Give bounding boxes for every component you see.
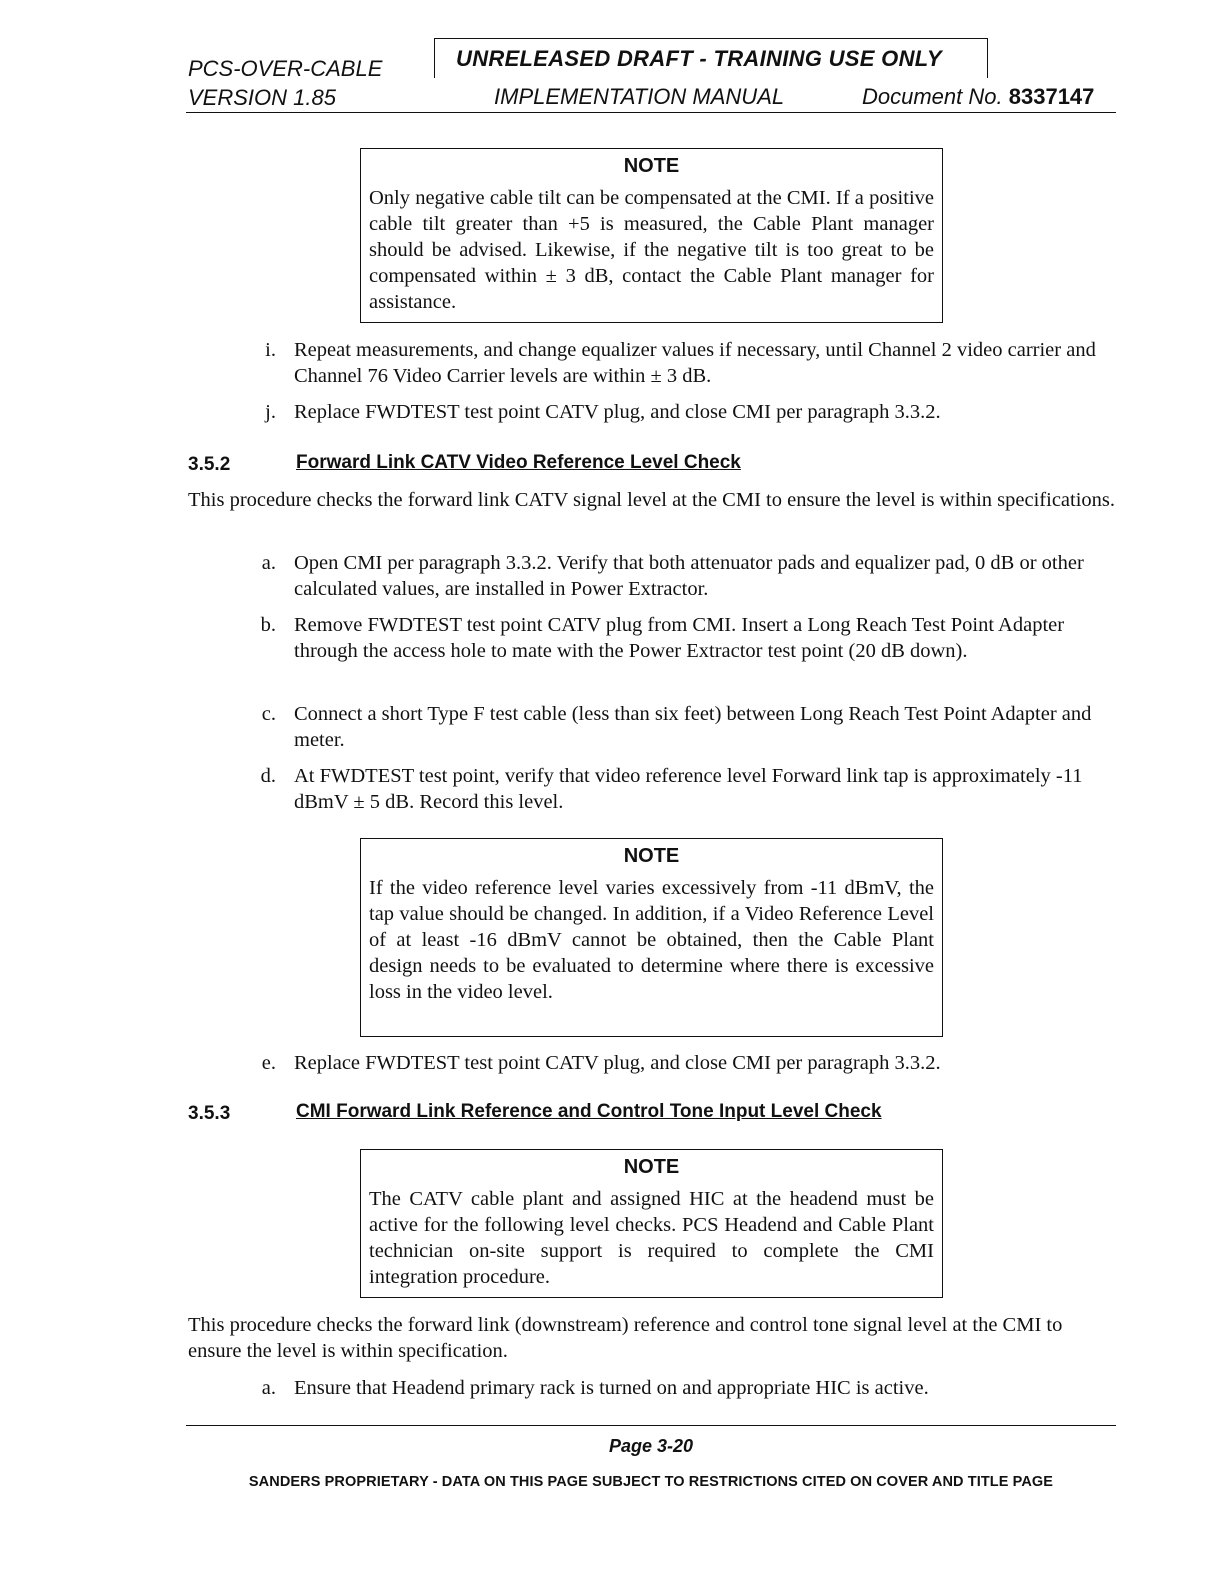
section-title: CMI Forward Link Reference and Control Tone Input Level Check [296, 1101, 882, 1122]
item-marker: i. [265, 339, 276, 361]
note-body: If the video reference level varies excessively from -11 dBmV, the tap value should be changed. In addition, if a Video Reference Level of at least -16 dBmV cannot be obtained, then the Cable Plant design needs to be evaluated to determine where there is excessive loss in the video level. [369, 877, 934, 1003]
item-text: Replace FWDTEST test point CATV plug, and close CMI per paragraph 3.3.2. [294, 401, 941, 423]
item-text: Repeat measurements, and change equalizer values if necessary, until Channel 2 video carrier and Channel 76 Video Carrier levels are within ± 3 dB. [294, 339, 1096, 387]
note-box-video-reference [360, 838, 943, 1037]
list-item [252, 1050, 1122, 1076]
document-label: Document No. [862, 84, 1003, 109]
item-marker: d. [260, 765, 276, 787]
item-marker: a. [261, 1377, 276, 1399]
document-number [862, 84, 1094, 110]
proprietary-notice: SANDERS PROPRIETARY - DATA ON THIS PAGE SUBJECT TO RESTRICTIONS CITED ON COVER AND TITLE PAGE [248, 1474, 1054, 1490]
list-item [252, 763, 1122, 815]
note-body: The CATV cable plant and assigned HIC at the headend must be active for the following level checks. PCS Headend and Cable Plant technician on-site support is required to complete the CMI integration procedure. [369, 1188, 934, 1288]
item-text: Replace FWDTEST test point CATV plug, and close CMI per paragraph 3.3.2. [294, 1052, 941, 1074]
item-marker: c. [261, 703, 276, 725]
item-marker: j. [265, 401, 276, 423]
list-item [252, 1375, 1122, 1401]
item-text: Remove FWDTEST test point CATV plug from CMI. Insert a Long Reach Test Point Adapter through the access hole to mate with the Power Extractor test point (20 dB down). [294, 614, 1065, 662]
header-left [188, 54, 382, 112]
version-label: VERSION 1.85 [188, 85, 336, 110]
item-text: Open CMI per paragraph 3.3.2. Verify that both attenuator pads and equalizer pad, 0 dB or other calculated values, are installed in Power Extractor. [294, 552, 1084, 600]
note-box-cable-plant [360, 1149, 943, 1298]
list-item [252, 337, 1122, 389]
item-text: At FWDTEST test point, verify that video reference level Forward link tap is approximately -11 dBmV ± 5 dB. Record this level. [294, 765, 1083, 813]
manual-title: IMPLEMENTATION MANUAL [494, 84, 785, 109]
section-intro: This procedure checks the forward link CATV signal level at the CMI to ensure the level is within specifications. [188, 489, 1116, 511]
item-marker: a. [261, 552, 276, 574]
list-item [252, 550, 1122, 602]
section-intro: This procedure checks the forward link (downstream) reference and control tone signal level at the CMI to ensure the level is within specification. [188, 1314, 1063, 1362]
section-number: 3.5.3 [188, 1103, 231, 1124]
list-item [252, 399, 1122, 425]
section-number: 3.5.2 [188, 454, 231, 475]
page-number: Page 3-20 [608, 1436, 694, 1456]
item-marker: b. [260, 614, 276, 636]
list-item [252, 612, 1122, 664]
note-title: NOTE [623, 845, 680, 867]
note-title: NOTE [623, 155, 680, 177]
item-text: Ensure that Headend primary rack is turned on and appropriate HIC is active. [294, 1377, 929, 1399]
section-title: Forward Link CATV Video Reference Level Check [296, 452, 741, 473]
list-item [252, 701, 1122, 753]
item-marker: e. [261, 1052, 276, 1074]
note-body: Only negative cable tilt can be compensated at the CMI. If a positive cable tilt greater than +5 is measured, the Cable Plant manager should be advised. Likewise, if the negative tilt is too great to be compensated within ± 3 dB, contact the Cable Plant manager for assistance. [369, 187, 934, 313]
item-text: Connect a short Type F test cable (less than six feet) between Long Reach Test Point Adapter and meter. [294, 703, 1092, 751]
footer-rule [186, 1425, 1116, 1426]
note-box-tilt [360, 148, 943, 323]
draft-notice: UNRELEASED DRAFT - TRAINING USE ONLY [456, 46, 942, 71]
document-number-value: 8337147 [1008, 84, 1095, 109]
note-title: NOTE [623, 1156, 680, 1178]
product-name: PCS-OVER-CABLE [188, 56, 383, 81]
header-rule [186, 112, 1116, 113]
